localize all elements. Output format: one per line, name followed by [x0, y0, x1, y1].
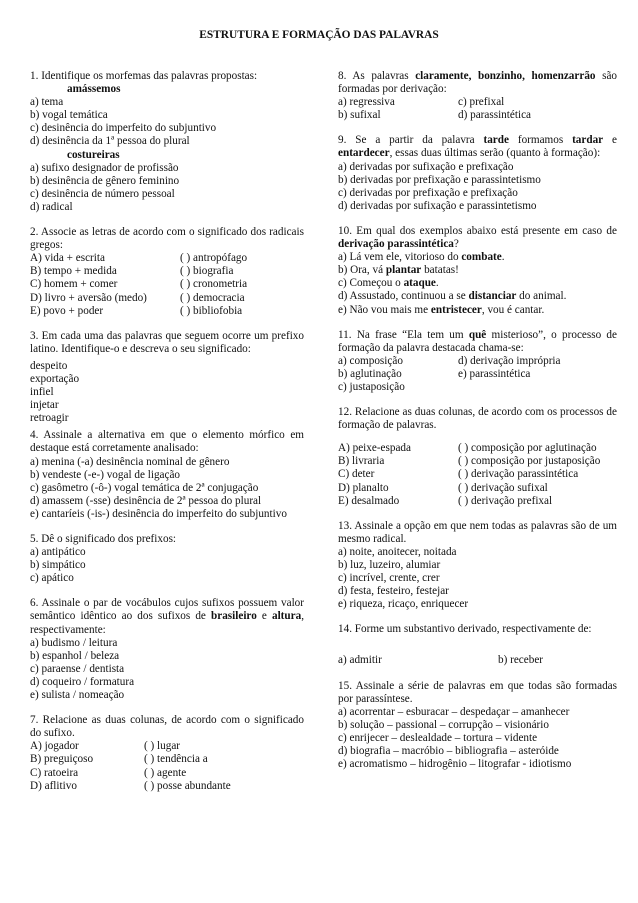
question-15-option: d) biografia – macróbio – bibliografia – asteróide [338, 745, 559, 758]
highlight-word: ataque [403, 277, 436, 290]
question-9-option: b) derivadas por prefixação e parassintetismo [338, 173, 541, 186]
match-right: ( ) antropófago [180, 252, 248, 265]
match-right: ( ) derivação sufixal [458, 481, 548, 494]
option-row [338, 381, 617, 394]
match-row [30, 305, 304, 318]
question-4-option: c) gasômetro (-ô-) vogal temática de 2ª conjugação [30, 481, 259, 494]
match-row [338, 442, 617, 455]
question-11-stem [338, 329, 617, 355]
match-right: ( ) posse abundante [144, 779, 231, 792]
highlight-word: entristecer [430, 303, 482, 316]
question-1-word-2: costureiras [67, 148, 120, 161]
match-right: ( ) biografia [180, 265, 234, 278]
question-5-option: a) antipático [30, 546, 86, 559]
option-row [338, 96, 617, 109]
match-left: D) aflitivo [30, 779, 77, 792]
option-row [338, 355, 617, 368]
match-right: ( ) cronometria [180, 278, 248, 291]
question-13-option: e) riqueza, ricaço, enriquecer [338, 598, 469, 611]
stem-text: e [603, 134, 617, 147]
question-10 [338, 225, 617, 317]
highlight-word: plantar [385, 264, 422, 277]
highlight-word: entardecer [338, 147, 390, 160]
highlight-word: combate [461, 251, 502, 264]
page-title: ESTRUTURA E FORMAÇÃO DAS PALAVRAS [199, 29, 439, 41]
question-7-stem: 7. Relacione as duas colunas, de acordo com o significado do sufixo. [30, 714, 304, 740]
match-right: ( ) composição por justaposição [458, 455, 601, 468]
question-3-word: retroagir [30, 412, 69, 425]
highlight-word: claramente, bonzinho, homenzarrão [415, 70, 596, 82]
question-12 [338, 406, 617, 508]
question-3 [30, 330, 304, 426]
question-5-option: c) apático [30, 572, 74, 585]
question-7 [30, 714, 304, 793]
question-4 [30, 429, 304, 521]
option-row [338, 654, 617, 667]
match-left: D) planalto [338, 481, 389, 494]
question-1-option: a) sufixo designador de profissão [30, 161, 179, 174]
question-5-stem: 5. Dê o significado dos prefixos: [30, 533, 177, 545]
match-row [338, 455, 617, 468]
option-text: , vou é cantar. [481, 303, 545, 316]
question-12-stem: 12. Relacione as duas colunas, de acordo com os processos de formação de palavras. [338, 406, 617, 432]
stem-text: , essas duas últimas serão (quanto à formação): [389, 147, 601, 160]
match-left: C) ratoeira [30, 766, 79, 779]
question-9 [338, 134, 617, 213]
question-15-stem: 15. Assinale a série de palavras em que todas são formadas por parassíntese. [338, 679, 617, 705]
match-left: B) preguiçoso [30, 753, 94, 766]
question-8-stem [338, 70, 617, 96]
question-15-option: b) solução – passional – corrupção – visionário [338, 718, 549, 731]
question-6-option: a) budismo / leitura [30, 636, 118, 649]
question-4-option: d) amassem (-sse) desinência de 2ª pessoa do plural [30, 494, 262, 507]
question-10-stem [338, 225, 617, 251]
question-4-option: e) cantaríeis (-is-) desinência do imperfeito do subjuntivo [30, 507, 287, 520]
highlight-word: altura [271, 610, 302, 623]
stem-text: 11. Na frase “Ela tem um [338, 328, 469, 341]
question-10-option [338, 290, 617, 303]
highlight-word: brasileiro [211, 610, 257, 623]
question-9-option: c) derivadas por prefixação e prefixação [338, 186, 518, 199]
match-right: ( ) composição por aglutinação [458, 442, 597, 455]
stem-text: 10. Em qual dos exemplos abaixo está presente em caso de [338, 224, 617, 237]
match-right: ( ) tendência a [144, 753, 208, 766]
option-text: c) Começou o [338, 277, 404, 290]
question-11-option: a) composição [338, 354, 403, 367]
match-left: E) desalmado [338, 494, 400, 507]
question-8-option: b) sufixal [338, 109, 381, 122]
match-row [30, 753, 304, 766]
highlight-word: tardar [572, 134, 604, 147]
question-11-option: c) justaposição [338, 380, 405, 393]
stem-text: são formadas por derivação: [338, 70, 617, 96]
question-11-option: d) derivação imprópria [458, 354, 561, 367]
match-row [30, 278, 304, 291]
question-3-word: despeito [30, 359, 68, 372]
match-row [30, 252, 304, 265]
question-6-option: c) paraense / dentista [30, 662, 125, 675]
question-3-stem: 3. Em cada uma das palavras que seguem ocorre um prefixo latino. Identifique-o e descreva o seu significado: [30, 329, 304, 355]
question-10-option [338, 277, 617, 290]
match-left: E) povo + poder [30, 304, 104, 317]
match-right: ( ) lugar [144, 740, 181, 753]
question-14-stem: 14. Forme um substantivo derivado, respectivamente de: [338, 623, 592, 636]
question-11 [338, 329, 617, 394]
question-4-option: a) menina (-a) desinência nominal de gênero [30, 455, 230, 468]
question-13-option: b) luz, luzeiro, alumiar [338, 559, 441, 571]
question-10-option [338, 264, 617, 277]
stem-text: , respectivamente: [30, 610, 304, 636]
match-left: A) jogador [30, 740, 79, 753]
question-4-stem: 4. Assinale a alternativa em que o elemento mórfico em destaque está corretamente analisado: [30, 429, 304, 455]
question-6-option: d) coqueiro / formatura [30, 675, 135, 688]
option-text: e) Não vou mais me [338, 303, 431, 316]
question-1-option: c) desinência do imperfeito do subjuntivo [30, 122, 217, 135]
stem-text: misterioso”, o processo de formação da palavra destacada chama-se: [338, 328, 617, 354]
question-1-stem: 1. Identifique os morfemas das palavras propostas: [30, 70, 258, 82]
highlight-word: quê [468, 328, 487, 341]
stem-text: ? [453, 238, 459, 251]
stem-text: e [256, 610, 272, 623]
question-13 [338, 520, 617, 612]
question-13-option: a) noite, anoitecer, noitada [338, 545, 457, 558]
question-3-word: infiel [30, 386, 54, 399]
option-text: . [435, 277, 439, 290]
question-15 [338, 680, 617, 772]
question-5 [30, 533, 304, 585]
option-text: batatas! [421, 264, 459, 277]
question-13-option: d) festa, festeiro, festejar [338, 585, 449, 598]
match-left: A) vida + escrita [30, 252, 105, 265]
question-3-word: exportação [30, 372, 80, 385]
match-row [338, 495, 617, 508]
stem-text: 6. Assinale o par de vocábulos cujos sufixos possuem valor semântico idêntico ao dos sufixos de [30, 597, 304, 623]
question-13-option: c) incrível, crente, crer [338, 572, 440, 585]
question-2 [30, 226, 304, 318]
question-9-stem [338, 134, 617, 160]
question-1-option: d) radical [30, 200, 73, 213]
option-row [338, 368, 617, 381]
question-1-option: d) desinência da 1ª pessoa do plural [30, 135, 190, 148]
question-1-option: b) desinência de gênero feminino [30, 174, 180, 187]
option-text: . [501, 251, 505, 264]
question-8-option: c) prefixal [458, 96, 505, 109]
question-14 [338, 623, 617, 667]
option-text: b) Ora, vá [338, 264, 386, 277]
match-row [30, 740, 304, 753]
right-column [338, 70, 617, 783]
option-text: d) Assustado, continuou a se [338, 290, 469, 303]
stem-text: formamos [508, 134, 573, 147]
highlight-word: tarde [483, 134, 509, 147]
match-left: B) tempo + medida [30, 265, 117, 278]
question-5-option: b) simpático [30, 559, 86, 572]
match-right: ( ) derivação prefixal [458, 494, 553, 507]
match-row [30, 265, 304, 278]
match-left: C) deter [338, 468, 375, 481]
question-14-option: b) receber [498, 654, 544, 667]
option-text: do animal. [516, 290, 567, 303]
question-1-option: b) vogal temática [30, 109, 108, 122]
question-10-option [338, 304, 617, 317]
match-right: ( ) bibliofobia [180, 304, 243, 317]
question-6-option: e) sulista / nomeação [30, 689, 125, 702]
match-left: A) peixe-espada [338, 442, 411, 455]
match-left: C) homem + comer [30, 278, 118, 291]
stem-text: 9. Se a partir da palavra [338, 134, 484, 147]
left-column [30, 70, 304, 805]
question-13-stem: 13. Assinale a opção em que nem todas as palavras são de um mesmo radical. [338, 519, 617, 545]
question-15-option: e) acromatismo – hidrogênio – litografar - idiotismo [338, 758, 572, 771]
question-9-option: d) derivadas por sufixação e parassintetismo [338, 199, 537, 212]
match-row [30, 292, 304, 305]
question-8-option: d) parassintética [458, 109, 531, 122]
question-8 [338, 70, 617, 122]
match-right: ( ) derivação parassintética [458, 468, 579, 481]
stem-text: 8. As palavras [338, 70, 416, 82]
match-row [338, 482, 617, 495]
question-6-option: b) espanhol / beleza [30, 649, 120, 662]
question-1-option: c) desinência de número pessoal [30, 187, 175, 200]
question-4-option: b) vendeste (-e-) vogal de ligação [30, 468, 181, 481]
question-9-option: a) derivadas por sufixação e prefixação [338, 160, 514, 173]
question-1 [30, 70, 304, 214]
question-14-option: a) admitir [338, 654, 382, 667]
question-15-option: c) enrijecer – deslealdade – tortura – vidente [338, 731, 538, 744]
question-11-option: e) parassintética [458, 367, 531, 380]
question-6-stem [30, 597, 304, 636]
highlight-word: distanciar [468, 290, 517, 303]
question-11-option: b) aglutinação [338, 367, 402, 380]
option-text: a) Lá vem ele, vitorioso do [338, 251, 462, 264]
option-row [338, 109, 617, 122]
match-row [30, 767, 304, 780]
match-row [338, 468, 617, 481]
question-3-word: injetar [30, 399, 59, 412]
question-15-option: a) acorrentar – esburacar – despedaçar – amanhecer [338, 705, 570, 718]
question-6 [30, 597, 304, 702]
question-1-word-1: amássemos [67, 83, 121, 96]
match-left: D) livro + aversão (medo) [30, 291, 147, 304]
question-8-option: a) regressiva [338, 96, 395, 109]
question-2-stem: 2. Associe as letras de acordo com o significado dos radicais gregos: [30, 226, 304, 252]
highlight-word: derivação parassintética [338, 238, 454, 251]
question-1-option: a) tema [30, 96, 64, 109]
question-10-option [338, 251, 617, 264]
match-left: B) livraria [338, 455, 385, 468]
match-right: ( ) agente [144, 766, 187, 779]
match-right: ( ) democracia [180, 291, 245, 304]
match-row [30, 780, 304, 793]
